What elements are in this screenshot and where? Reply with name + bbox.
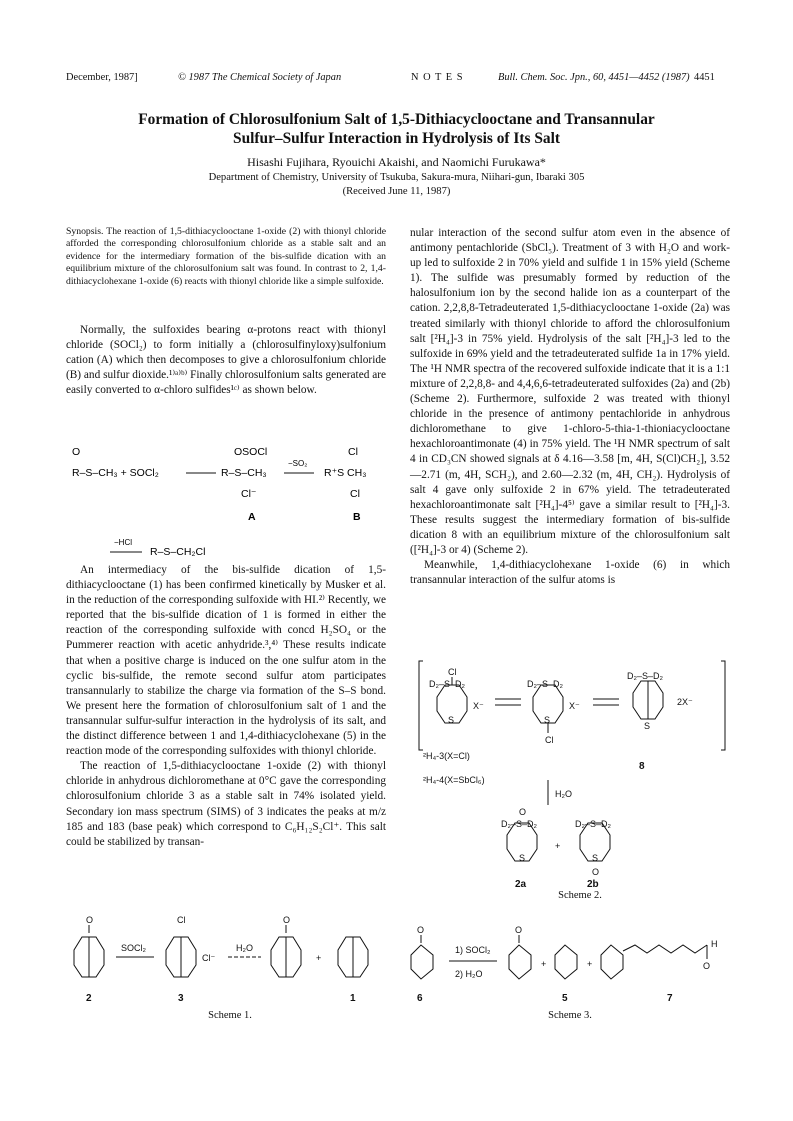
eq-a-top: OSOCl	[234, 446, 268, 458]
scheme1-reagent-1: SOCl₂	[121, 943, 146, 953]
title-line-1: Formation of Chlorosulfonium Salt of 1,5-Dithiacyclooctane and Transannular	[138, 111, 655, 128]
eq-hcl: −HCl	[114, 538, 133, 547]
svg-text:D₂–S–D₂: D₂–S–D₂	[429, 679, 465, 689]
label-6: 6	[417, 993, 423, 1004]
eq-b-top: Cl	[348, 446, 358, 458]
svg-text:S: S	[592, 853, 599, 863]
scheme1-reagent-2: H₂O	[236, 943, 253, 953]
eq-label-b: B	[353, 511, 361, 523]
svg-text:S: S	[544, 715, 551, 725]
note-3: ²H₄-3(X=Cl)	[423, 751, 470, 761]
left-column-body	[66, 563, 386, 850]
label-1: 1	[350, 993, 356, 1004]
svg-text:+: +	[316, 953, 322, 963]
label-2a: 2a	[515, 879, 527, 890]
label-2b: 2b	[587, 879, 599, 890]
article-title	[60, 110, 733, 148]
eq-a-bot: Cl⁻	[241, 488, 257, 500]
eq-label-a: A	[248, 511, 256, 523]
label-8: 8	[639, 761, 645, 772]
label-3: 3	[178, 993, 184, 1004]
synopsis	[66, 226, 386, 288]
svg-text:O: O	[515, 925, 523, 935]
svg-text:O: O	[519, 807, 527, 817]
svg-text:D₂–S–D₂: D₂–S–D₂	[627, 671, 663, 681]
paragraph: Normally, the sulfoxides bearing α-protons react with thionyl chloride (SOCl₂) to form initially a (chlorosulfinyloxy)sulfonium cation (A) which then decomposes to give a chlorosulfonium chloride (B) and sulfur dioxide.¹⁾ᵃ⁾ᵇ⁾ Finally chlorosulfonium salts generated are easily converted to α-chloro sulfides¹ᶜ⁾ as shown below.	[66, 324, 386, 397]
svg-text:+: +	[555, 841, 561, 851]
svg-text:D₂–S–D₂: D₂–S–D₂	[501, 819, 537, 829]
eq-b-mid: R⁺S CH₃	[324, 467, 367, 479]
scheme-2-caption: Scheme 2.	[558, 890, 602, 901]
label-7: 7	[667, 993, 673, 1004]
scheme-2	[415, 655, 735, 900]
svg-text:O: O	[283, 915, 291, 925]
svg-text:O: O	[592, 867, 600, 877]
svg-text:S: S	[519, 853, 526, 863]
reaction-equation	[66, 442, 396, 572]
x-minus-2: X⁻	[569, 701, 580, 711]
scheme3-reagent-2: 2) H₂O	[455, 969, 483, 979]
paragraph: Meanwhile, 1,4-dithiacyclohexane 1-oxide (6) in which transannular interaction of the sulfur atoms is	[410, 559, 730, 587]
scheme1-cl-minus: Cl⁻	[202, 953, 216, 963]
eq-b-bot: Cl	[350, 488, 360, 500]
title-line-2: Sulfur–Sulfur Interaction in Hydrolysis of Its Salt	[233, 130, 560, 147]
svg-text:O: O	[703, 961, 711, 971]
scheme3-reagent-1: 1) SOCl₂	[455, 945, 491, 955]
eq-a-mid: R–S–CH₃	[221, 467, 267, 479]
svg-text:O: O	[417, 925, 425, 935]
scheme-1-caption: Scheme 1.	[208, 1010, 252, 1021]
affiliation-text: Department of Chemistry, University of Tsukuba, Sakura-mura, Niihari-gun, Ibaraki 305	[208, 172, 585, 183]
svg-text:O: O	[86, 915, 94, 925]
header-section: N O T E S	[411, 72, 464, 83]
header-page: 4451	[694, 72, 715, 83]
eq-so2: −SO₂	[288, 459, 308, 468]
received-date: (Received June 11, 1987)	[342, 185, 451, 197]
svg-text:Cl: Cl	[545, 735, 554, 745]
right-column	[410, 226, 730, 588]
scheme-1	[66, 915, 396, 1010]
svg-text:H: H	[711, 939, 718, 949]
left-column-intro	[66, 323, 386, 398]
authors: Hisashi Fujihara, Ryouichi Akaishi, and Naomichi Furukawa*	[247, 155, 546, 169]
header-copyright: © 1987 The Chemical Society of Japan	[178, 72, 342, 83]
scheme-3	[405, 925, 735, 1010]
svg-text:Cl: Cl	[448, 667, 457, 677]
svg-text:Cl: Cl	[177, 915, 186, 925]
svg-text:S: S	[644, 721, 651, 731]
svg-text:+: +	[587, 959, 593, 969]
svg-text:D₂–S–D₂: D₂–S–D₂	[527, 679, 563, 689]
header-journal: Bull. Chem. Soc. Jpn., 60, 4451—4452 (1987)	[498, 72, 690, 83]
paragraph: The reaction of 1,5-dithiacyclooctane 1-oxide (2) with thionyl chloride in anhydrous dichloromethane at 0°C gave the corresponding chlorosulfonium chloride 3 as a stable salt in 74% isolated yield. Secondary ion mass spectrum (SIMS) of 3 indicates the peaks at m/z 185 and 183 (base peak) which correspond to C₆H₁₂S₂Cl⁺. This salt could be stabilized by transan-	[66, 760, 386, 848]
label-5: 5	[562, 993, 568, 1004]
svg-text:S: S	[448, 715, 455, 725]
scheme-3-caption: Scheme 3.	[548, 1010, 592, 1021]
svg-text:D₂–S–D₂: D₂–S–D₂	[575, 819, 611, 829]
label-2: 2	[86, 993, 92, 1004]
x-minus-1: X⁻	[473, 701, 484, 711]
header-date: December, 1987]	[66, 72, 138, 83]
eq-reactant: R–S–CH₃ + SOCl₂	[72, 467, 159, 479]
water-label: H₂O	[555, 789, 572, 799]
note-4: ²H₄-4(X=SbCl₆)	[423, 775, 485, 785]
eq-product: R–S–CH₂Cl	[150, 546, 206, 558]
svg-text:+: +	[541, 959, 547, 969]
paragraph: nular interaction of the second sulfur atom even in the absence of antimony pentachloride (SbCl₅). Treatment of 3 with H₂O and work-up led to sulfoxide 2 in 70% yield and sulfide 1 in 15% yield (Scheme 1). The sulfide was presumably formed by reduction of the halosulfonium ion by the second halide ion as a counterpart of the cation. 2,2,8,8-Tetradeuterated 1,5-dithiacyclooctane 1-oxide (2a) was treated similarly with thionyl chloride to afford the chlorosulfonium salt [²H₄]-3 in 75% yield. Hydrolysis of the salt [²H₄]-3 led to the sulfoxide in 69% yield and the tetradeuterated sulfide 1a in 17% yield. The ¹H NMR spectra of the recovered sulfoxide indicate that it is a 1:1 mixture of 2,2,8,8- and 4,4,6,6-tetradeuterated sulfoxides (2a) and (2b) (Scheme 2). Furthermore, sulfoxide 2 was treated with thionyl chloride in the presence of antimony pentachloride in anhydrous dichloromethane to give 1-chloro-5-thia-1-thioniacyclooctane hexachloroantimonate (4) in 75% yield. The ¹H NMR spectrum of salt 4 in CD₃CN showed signals at δ 4.16—3.58 [m, 4H, S(Cl)CH₂], 3.52—2.71 (m, 4H, SCH₂), and 2.60—2.32 (m, 4H, CH₂). Hydrolysis of salt 4 gave only sulfoxide 2 in 67% yield. The tetradeuterated hexachloroantimonate salt [²H₄]-4⁵⁾ gave a similar result to [²H₄]-3. These results suggest the intermediary formation of bis-sulfide dication 8 with an equilibrium mixture of the chlorosulfonium salt ([²H₄]-3 or 4) (Scheme 2).	[410, 227, 730, 556]
synopsis-text: Synopsis. The reaction of 1,5-dithiacyclooctane 1-oxide (2) with thionyl chloride afforded the corresponding chlorosulfonium chloride as a stable salt and an evidence for the intermediary formation of the bis-sulfide dication with an equilibrium mixture of the chlorosulfonium salt was found. In contrast to 2, 1,4-dithiacyclohexane 1-oxide (6) reacts with thionyl chloride like a simple sulfoxide.	[66, 226, 386, 287]
eq-o: O	[72, 446, 81, 458]
two-x-minus: 2X⁻	[677, 697, 693, 707]
paragraph: An intermediacy of the bis-sulfide dication of 1,5-dithiacyclooctane (1) has been confirmed kinetically by Musker et al. in the reduction of the corresponding sulfoxide with HI.²⁾ Recently, we reported that the bis-sulfide dication of 1 is formed in either the reaction of the corresponding sulfoxide with concd H₂SO₄ or the Pummerer reaction with acetic anhydride.³,⁴⁾ These results indicate that when a positive charge is induced on the one sulfur atom in the cyclic bis-sulfide, the remote second sulfur atom participates transannularly to stabilize the charge via formation of the S–S bond. We present here the formation of chlorosulfonium salt of 1 and the transannular sulfur-sulfur interaction in the hydrolysis of its salt, and the distinct difference between 1 and 1,4-dithiacyclohexane (5) in the reaction mode of the corresponding sulfoxides with thionyl chloride.	[66, 564, 386, 758]
affiliation	[60, 171, 733, 198]
